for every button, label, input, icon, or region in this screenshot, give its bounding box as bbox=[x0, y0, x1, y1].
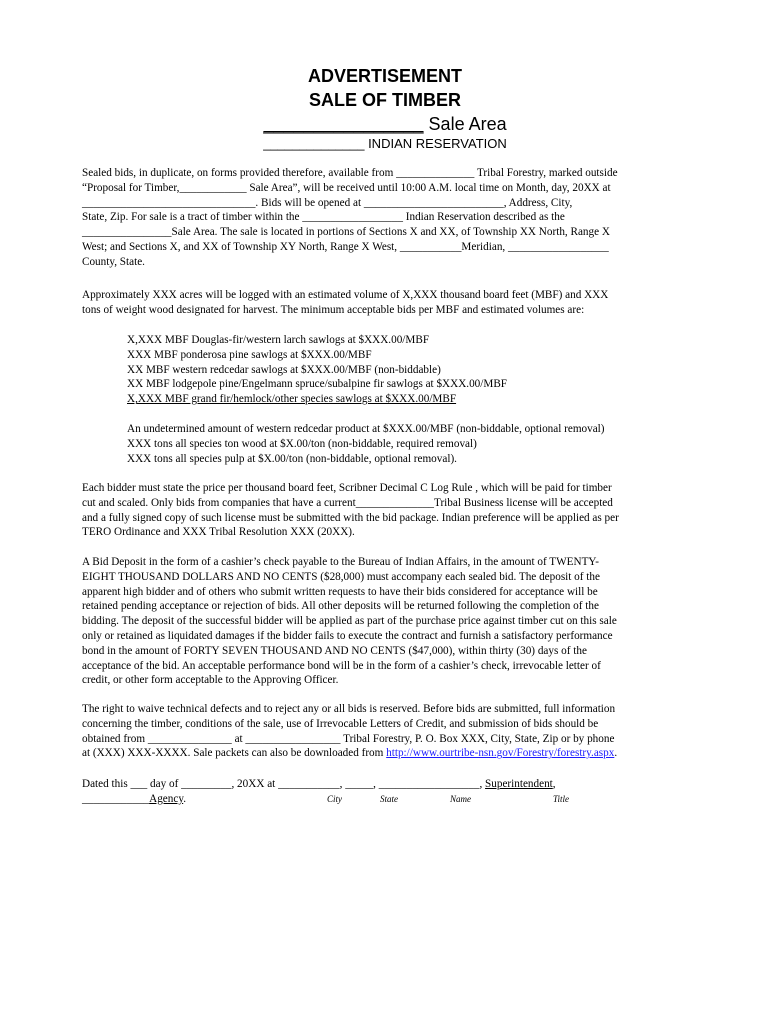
text-line: ________________Sale Area. The sale is located in portions of Sections X and XX, of Township XX North, Range X bbox=[82, 226, 610, 239]
text-line: “Proposal for Timber,____________ Sale Area”, will be received until 10:00 A.M. local time on Month, day, 20XX at bbox=[82, 181, 611, 194]
text-line: Sealed bids, in duplicate, on forms provided therefore, available from ______________ Tribal Forestry, marked outside bbox=[82, 167, 618, 179]
text-line: cut and scaled. Only bids from companies that have a current______________Tribal Business license will be accepted bbox=[82, 496, 613, 509]
paragraph-bidder-price bbox=[82, 481, 692, 540]
text-line: concerning the timber, conditions of the sale, use of Irrevocable Letters of Credit, and submission of bids should be bbox=[82, 717, 599, 730]
reservation-heading bbox=[0, 136, 770, 152]
reservation-text: INDIAN RESERVATION bbox=[364, 136, 507, 151]
paragraph-sealed-bids bbox=[82, 166, 692, 270]
volume-item: XX MBF western redcedar sawlogs at $XXX.00/MBF (non-biddable) bbox=[127, 363, 441, 376]
text-line: TERO Ordinance and XXX Tribal Resolution XXX (20XX). bbox=[82, 526, 355, 539]
agency-label: Agency bbox=[149, 792, 184, 805]
text-fragment: . bbox=[183, 792, 186, 805]
text-line: A Bid Deposit in the form of a cashier’s check payable to the Bureau of Indian Affairs, in the amount of TWENTY- bbox=[82, 556, 599, 568]
caption-state: State bbox=[380, 794, 398, 804]
text-line: bidding. The deposit of the successful bidder will be applied as part of the purchase price against timber cut on this sale bbox=[82, 615, 617, 628]
title-advertisement: ADVERTISEMENT bbox=[307, 66, 462, 86]
text-line: State, Zip. For sale is a tract of timber within the __________________ Indian Reservation described as the bbox=[82, 211, 565, 224]
volume-item: X,XXX MBF Douglas-fir/western larch sawlogs at $XXX.00/MBF bbox=[127, 334, 430, 346]
dated-line-text: Dated this ___ day of _________, 20XX at ___________, _____, __________________, bbox=[82, 778, 486, 790]
volume-item: X,XXX MBF grand fir/hemlock/other species sawlogs at $XXX.00/MBF bbox=[127, 393, 457, 406]
product-item: XXX tons all species pulp at $X.00/ton (non-biddable, optional removal). bbox=[127, 452, 457, 465]
volume-item: XX MBF lodgepole pine/Engelmann spruce/subalpine fir sawlogs at $XXX.00/MBF bbox=[127, 378, 508, 391]
text-line: Approximately XXX acres will be logged with an estimated volume of X,XXX thousand board feet (MBF) and XXX bbox=[82, 289, 609, 301]
text-line: The right to waive technical defects and to reject any or all bids is reserved. Before bids are submitted, full information bbox=[82, 703, 616, 715]
caption-city: City bbox=[327, 794, 342, 804]
superintendent-label: Superintendent bbox=[485, 778, 553, 790]
sale-area-blank: ________________ bbox=[263, 114, 424, 134]
text-line: EIGHT THOUSAND DOLLARS AND NO CENTS ($28,000) must accompany each sealed bid. The deposit of the bbox=[82, 570, 600, 583]
text-line: tons of weight wood designated for harvest. The minimum acceptable bids per MBF and estimated volumes are: bbox=[82, 303, 585, 316]
paragraph-right-to-waive bbox=[82, 702, 692, 761]
sale-area-text: Sale Area bbox=[423, 114, 507, 134]
paragraph-volume bbox=[82, 288, 692, 318]
text-fragment: at (XXX) XXX-XXXX. Sale packets can also be downloaded from bbox=[82, 747, 387, 760]
text-line: apparent high bidder and of others who submit written requests to have their bids considered for acceptance will be bbox=[82, 585, 598, 598]
text-line: Each bidder must state the price per thousand board feet, Scribner Decimal C Log Rule , which will be paid for timber bbox=[82, 482, 612, 494]
title-sale-of-timber: SALE OF TIMBER bbox=[309, 90, 461, 110]
volume-item: XXX MBF ponderosa pine sawlogs at $XXX.00/MBF bbox=[127, 348, 372, 361]
caption-name: Name bbox=[450, 794, 471, 804]
text-line bbox=[82, 777, 692, 792]
caption-title: Title bbox=[553, 794, 570, 804]
text-line: County, State. bbox=[82, 255, 145, 268]
text-fragment: , bbox=[552, 778, 556, 790]
text-line: bond in the amount of FORTY SEVEN THOUSAND AND NO CENTS ($47,000), within thirty (30) days of the bbox=[82, 644, 587, 657]
text-line: credit, or other form acceptable to the Approving Officer. bbox=[82, 674, 339, 687]
volume-list bbox=[82, 333, 692, 407]
product-item: XXX tons all species ton wood at $X.00/ton (non-biddable, required removal) bbox=[127, 437, 477, 450]
text-line bbox=[82, 746, 692, 761]
paragraph-bid-deposit bbox=[82, 555, 692, 688]
agency-blank: ____________ bbox=[82, 792, 150, 805]
reservation-blank: ______________ bbox=[263, 136, 365, 151]
text-line: retained pending acceptance or rejection of bids. All other deposits will be returned following the completion of the bbox=[82, 600, 599, 613]
text-line: only or retained as liquidated damages if the bidder fails to execute the contract and furnish a satisfactory performance bbox=[82, 629, 613, 642]
text-line: _______________________________. Bids will be opened at _________________________, Address, City, bbox=[82, 196, 573, 209]
text-line: and a fully signed copy of such license must be submitted with the bid package. Indian preference will be applied as per bbox=[82, 511, 619, 524]
text-line: acceptance of the bid. An acceptable performance bond will be in the form of a cashier’s check, irrevocable letter of bbox=[82, 659, 601, 672]
other-products-list bbox=[82, 422, 692, 466]
text-fragment: . bbox=[614, 747, 618, 760]
sale-area-heading bbox=[0, 113, 770, 135]
text-line: West; and Sections X, and XX of Township XY North, Range X West, ___________Meridian, __________________ bbox=[82, 240, 609, 253]
forestry-download-link[interactable]: http://www.ourtribe-nsn.gov/Forestry/forestry.aspx bbox=[386, 747, 615, 760]
product-item: An undetermined amount of western redcedar product at $XXX.00/MBF (non-biddable, optional removal) bbox=[127, 423, 605, 435]
text-line: obtained from _______________ at _________________ Tribal Forestry, P. O. Box XXX, City, State, Zip or by phone bbox=[82, 732, 615, 745]
